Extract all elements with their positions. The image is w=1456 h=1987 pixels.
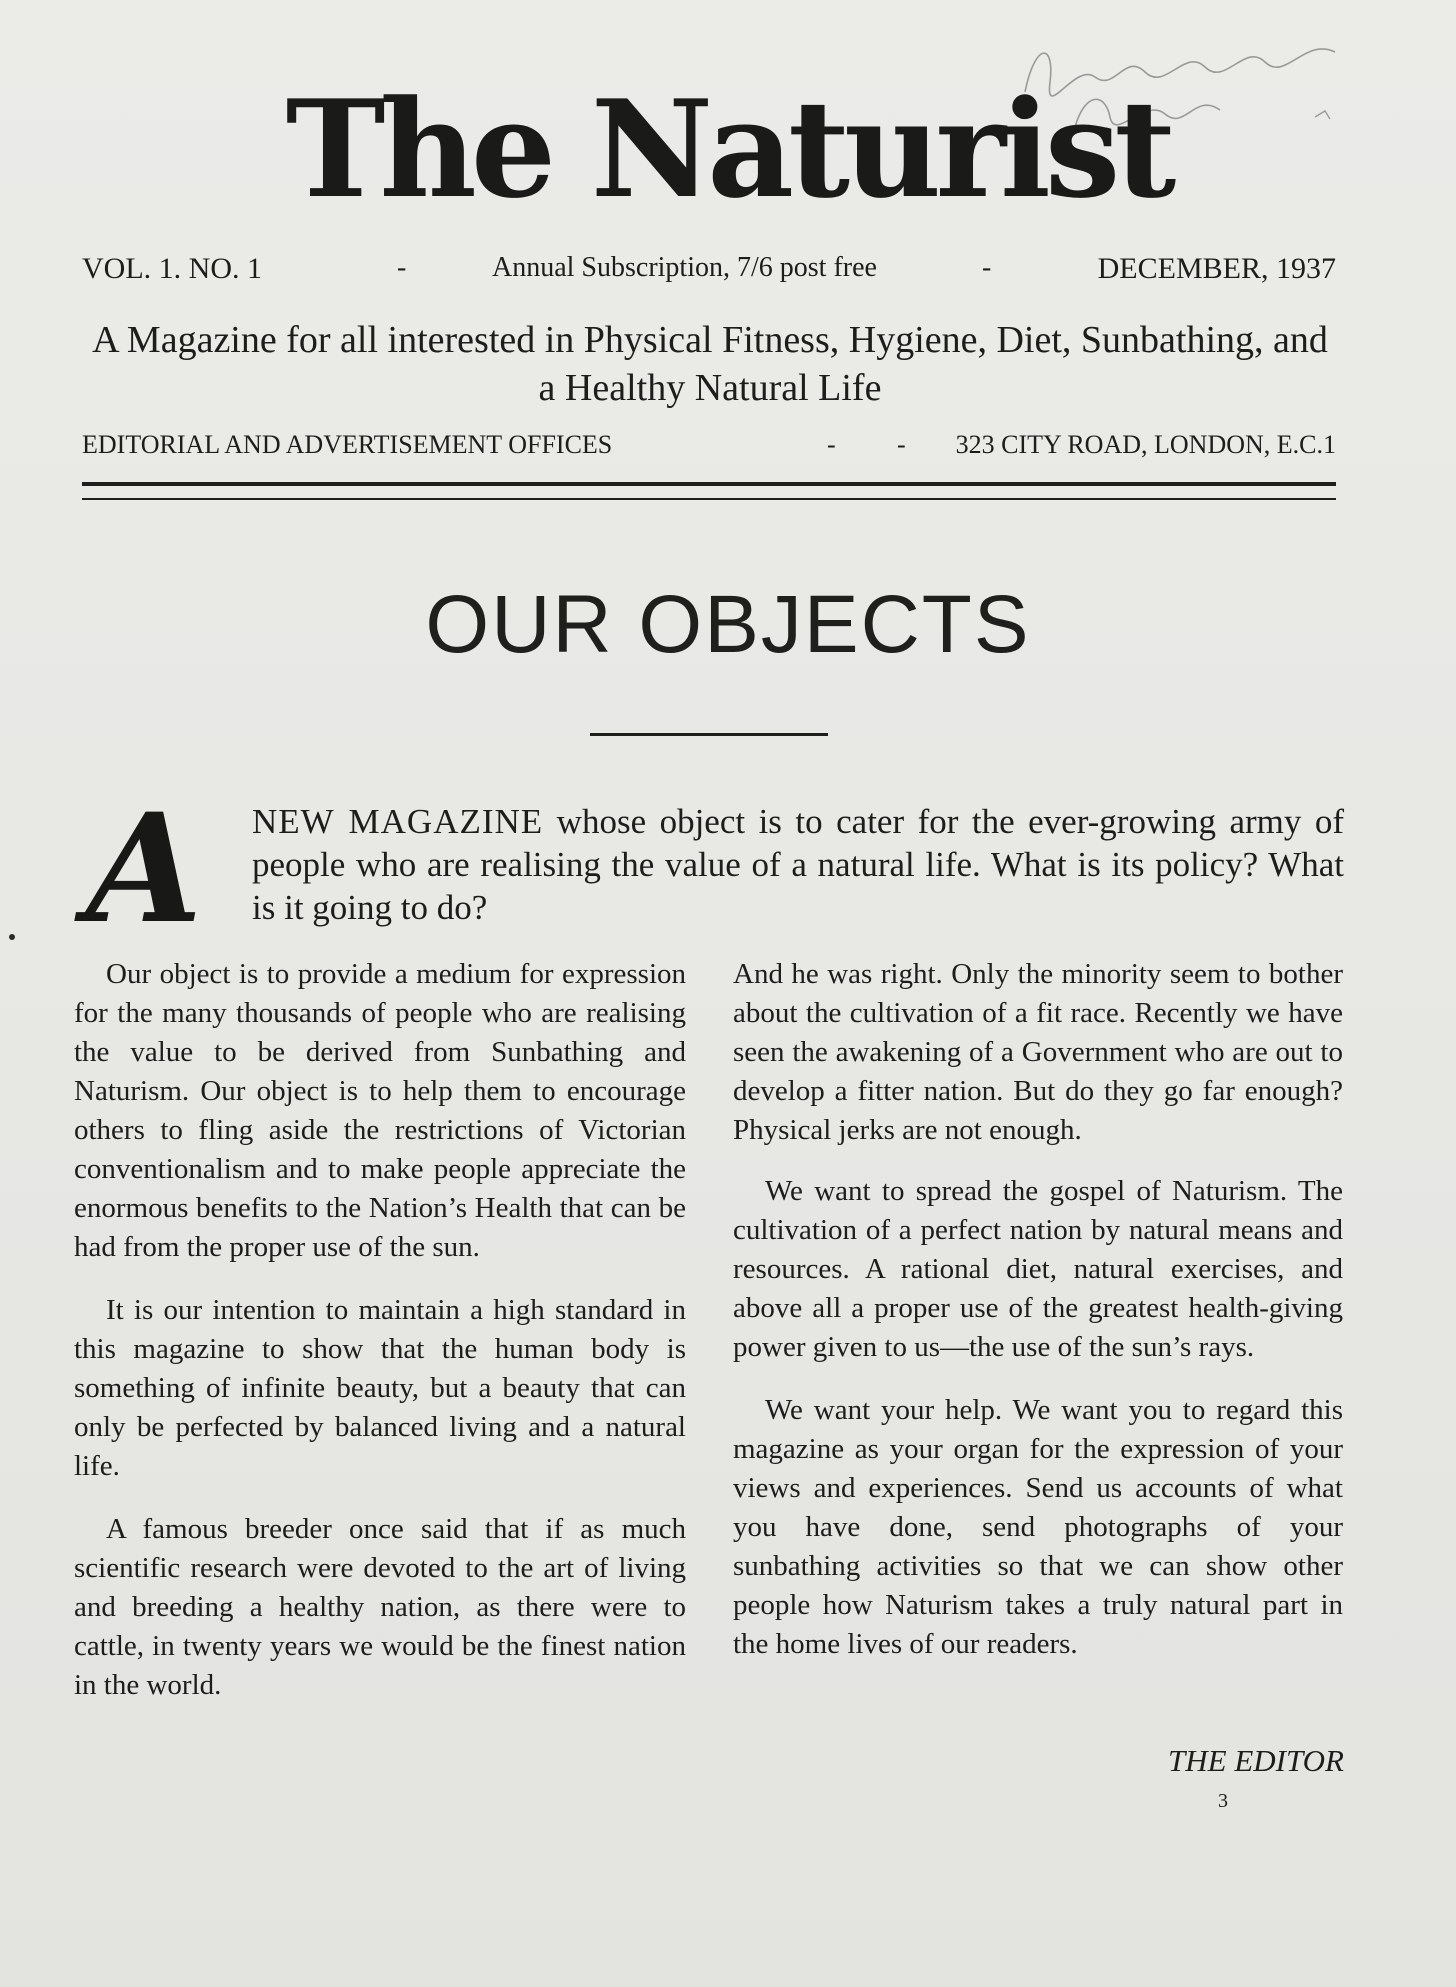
paragraph: A famous breeder once said that if as much scientific research were devoted to the art of living and breeding a healthy nation, as there were to cattle, in twenty years we would be the finest nation in the world. <box>74 1513 686 1701</box>
drop-cap: A <box>86 781 203 957</box>
margin-mark <box>9 934 15 940</box>
separator-dash: - <box>982 252 992 283</box>
heading-underline <box>590 733 828 736</box>
volume-number: VOL. 1. NO. 1 <box>82 252 262 285</box>
offices-label: EDITORIAL AND ADVERTISEMENT OFFICES <box>82 430 613 459</box>
header-divider-thick <box>82 482 1336 486</box>
intro-caps: NEW MAGAZINE <box>252 802 544 841</box>
article-heading: OUR OBJECTS <box>425 579 1031 670</box>
issue-date: DECEMBER, 1937 <box>1097 252 1336 285</box>
offices-row <box>82 430 1336 466</box>
left-column <box>74 955 686 1729</box>
page-number: 3 <box>1218 1790 1228 1812</box>
intro-text: whose object is to cater for the ever-growing army of people who are realising the value of a natural life. What is its policy? What is it going to do? <box>252 802 1344 927</box>
header-divider-thin <box>82 498 1336 500</box>
subscription-price: Annual Subscription, 7/6 post free <box>492 252 877 283</box>
paragraph: And he was right. Only the minority seem to bother about the cultivation of a fit race. Recently we have seen the awakening of a Government who are out to develop a fitter nation. But do they go far enough? Physical jerks are not enough. <box>733 958 1343 1146</box>
separator-dash: - <box>897 430 906 459</box>
separator-dash: - <box>397 252 407 283</box>
right-column <box>733 955 1343 1688</box>
paragraph: We want to spread the gospel of Naturism. The cultivation of a perfect nation by natural means and resources. A rational diet, natural exercises, and above all a proper use of the greatest health-giving power given to us—the use of the sun’s rays. <box>733 1175 1343 1363</box>
article-intro <box>252 800 1344 929</box>
paragraph: It is our intention to maintain a high standard in this magazine to show that the human body is something of infinite beauty, but a beauty that can only be perfected by balanced living and a natural life. <box>74 1294 686 1482</box>
paragraph: Our object is to provide a medium for expression for the many thousands of people who are realising the value to be derived from Sunbathing and Naturism. Our object is to help them to encourage others to fling aside the restrictions of Victorian conventionalism and to make people appreciate the enormous benefits to the Nation’s Health that can be had from the proper use of the sun. <box>74 958 686 1263</box>
magazine-tagline: A Magazine for all interested in Physical Fitness, Hygiene, Diet, Sunbathing, and a Healthy Natural Life <box>92 319 1328 409</box>
office-address: 323 CITY ROAD, LONDON, E.C.1 <box>955 430 1336 459</box>
editor-signature: THE EDITOR <box>1168 1743 1344 1778</box>
issue-info-row <box>82 252 1336 292</box>
masthead-title: The Naturist <box>285 70 1171 228</box>
paragraph: We want your help. We want you to regard this magazine as your organ for the expression of your views and experiences. Send us accounts of what you have done, send photographs of your sunbathing activities so that we can show other people how Naturism takes a truly natural part in the home lives of our readers. <box>733 1394 1343 1660</box>
separator-dash: - <box>827 430 836 459</box>
